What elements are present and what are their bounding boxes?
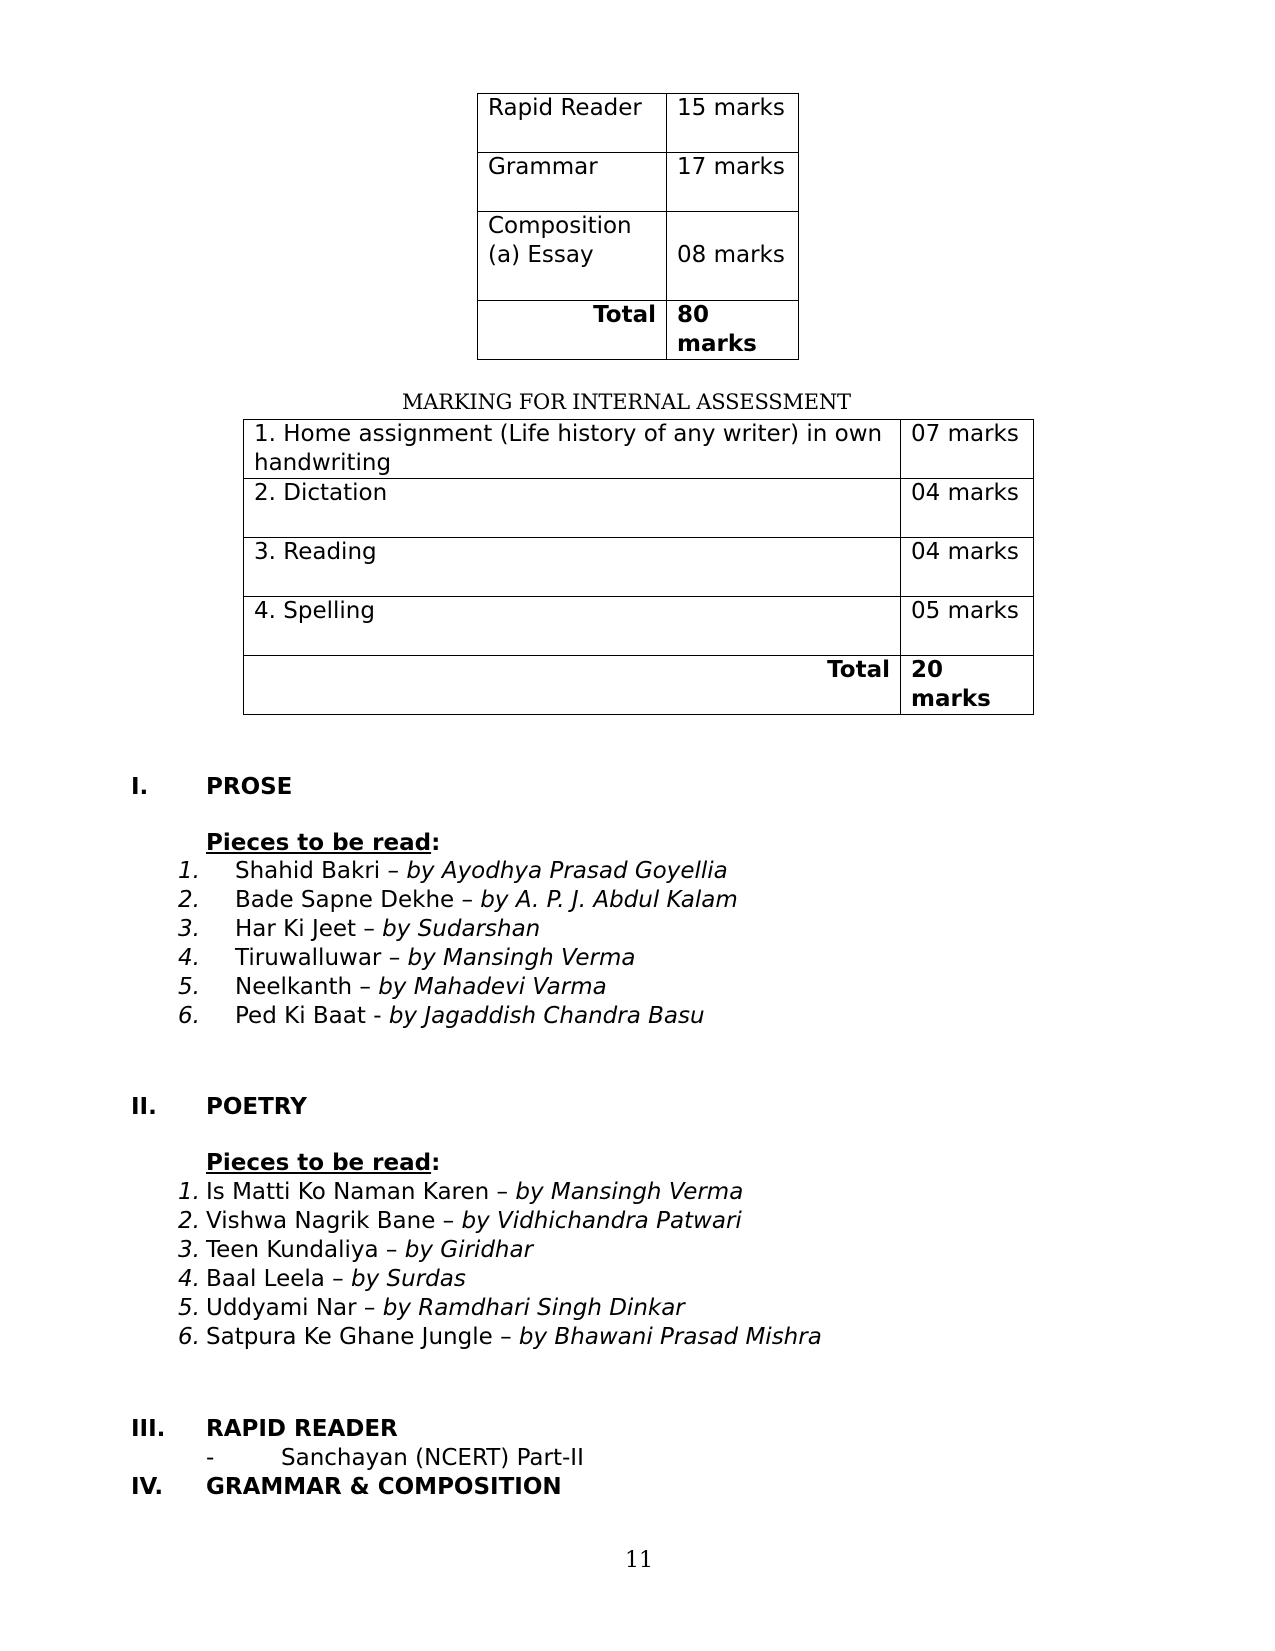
section-numeral: IV. [131,1474,164,1500]
section-title: RAPID READER [206,1416,398,1442]
item-number: 1. [178,858,200,884]
item-title: Uddyami Nar – [206,1295,383,1321]
table-row [244,479,1034,538]
internal-assessment-table [243,419,1034,715]
list-item [160,973,738,1002]
total-value: 20 marks [901,656,1034,715]
table-cell-value: 04 marks [901,479,1034,538]
item-author: by Bhawani Prasad Mishra [518,1324,822,1350]
section-numeral: II. [131,1094,157,1120]
table-cell-value: 15 marks [667,94,799,153]
item-author: by Jagaddish Chandra Basu [388,1003,705,1029]
list-item [160,886,738,915]
table-row [478,153,799,212]
subheading [206,1150,440,1176]
table-row [244,597,1034,656]
total-label: Total [478,301,667,360]
item-title: Neelkanth – [235,974,379,1000]
list-item [160,1323,822,1352]
list-item [160,915,738,944]
section-numeral: I. [131,774,149,800]
table-row [478,212,799,301]
item-author: by Ayodhya Prasad Goyellia [406,858,728,884]
item-number: 4. [178,945,200,971]
composition-label: Composition [488,213,632,239]
list-item [160,944,738,973]
table-cell-label [478,212,667,301]
table-row-total [244,656,1034,715]
item-author: by Ramdhari Singh Dinkar [382,1295,685,1321]
item-title: Vishwa Nagrik Bane – [206,1208,462,1234]
section-numeral: III. [131,1416,166,1442]
subheading-text: Pieces to be read [206,1150,432,1176]
item-number: 3. [178,1237,200,1263]
table-row-total [478,301,799,360]
table-cell-label: Grammar [478,153,667,212]
item-number: 1. [178,1179,200,1205]
item-author: by Vidhichandra Patwari [461,1208,742,1234]
list-item [160,1265,822,1294]
essay-label: (a) Essay [488,242,594,268]
total-value: 80 marks [667,301,799,360]
item-number: 5. [178,1295,200,1321]
section-title: GRAMMAR & COMPOSITION [206,1474,562,1500]
item-title: Is Matti Ko Naman Karen – [206,1179,516,1205]
item-title: Teen Kundaliya – [206,1237,405,1263]
list-item [160,1294,822,1323]
item-author: by Mahadevi Varma [378,974,607,1000]
table-cell-value: 17 marks [667,153,799,212]
section-title: PROSE [206,774,293,800]
table-row [244,538,1034,597]
marks-table [477,93,799,360]
item-author: by A. P. J. Abdul Kalam [480,887,738,913]
item-author: by Giridhar [404,1237,534,1263]
item-number: 4. [178,1266,200,1292]
item-number: 6. [178,1003,200,1029]
poetry-list [160,1178,822,1352]
item-number: 5. [178,974,200,1000]
item-title: Shahid Bakri – [235,858,407,884]
rapid-dash: - [206,1445,215,1471]
item-number: 2. [178,887,200,913]
item-author: by Mansingh Verma [515,1179,744,1205]
subheading-text: Pieces to be read [206,830,432,856]
item-number: 6. [178,1324,200,1350]
list-item [160,1002,738,1031]
item-title: Har Ki Jeet – [235,916,383,942]
table-cell-value: 04 marks [901,538,1034,597]
item-title: Satpura Ke Ghane Jungle – [206,1324,519,1350]
internal-assessment-caption: MARKING FOR INTERNAL ASSESSMENT [402,390,851,414]
list-item [160,1207,822,1236]
table-row [244,420,1034,479]
item-title: Baal Leela – [206,1266,351,1292]
item-number: 3. [178,916,200,942]
list-item [160,1178,822,1207]
table-cell-label: 3. Reading [244,538,901,597]
table-row [478,94,799,153]
table-cell-label: 4. Spelling [244,597,901,656]
item-number: 2. [178,1208,200,1234]
page-number: 11 [625,1548,653,1573]
item-title: Tiruwalluwar – [235,945,408,971]
list-item [160,1236,822,1265]
prose-list [160,857,738,1031]
table-cell-value: 05 marks [901,597,1034,656]
essay-marks: 08 marks [677,242,785,268]
table-cell-label: 2. Dictation [244,479,901,538]
table-cell-label: 1. Home assignment (Life history of any writer) in own handwriting [244,420,901,479]
item-author: by Sudarshan [382,916,541,942]
item-title: Bade Sapne Dekhe – [235,887,481,913]
subheading-colon: : [431,830,441,856]
section-title: POETRY [206,1094,307,1120]
subheading [206,830,440,856]
total-label: Total [244,656,901,715]
list-item [160,857,738,886]
item-title: Ped Ki Baat - [235,1003,389,1029]
item-author: by Surdas [351,1266,466,1292]
rapid-reader-item: Sanchayan (NCERT) Part-II [281,1445,584,1471]
table-cell-value [667,212,799,301]
table-cell-value: 07 marks [901,420,1034,479]
subheading-colon: : [431,1150,441,1176]
item-author: by Mansingh Verma [407,945,636,971]
table-cell-label: Rapid Reader [478,94,667,153]
